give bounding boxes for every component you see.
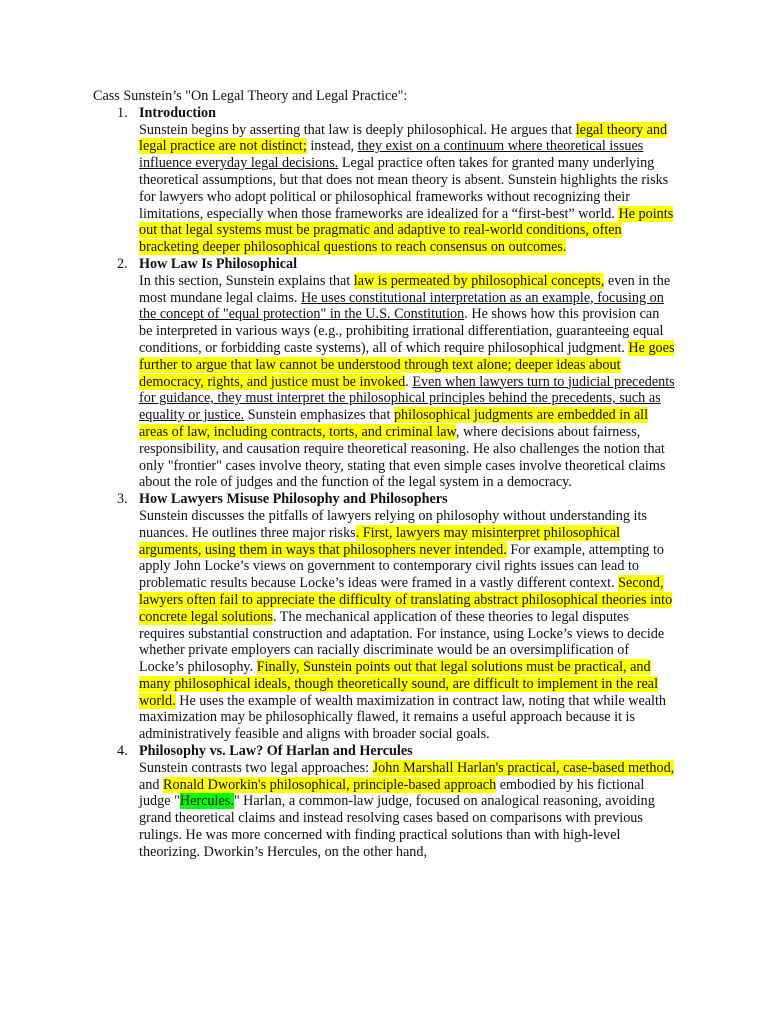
document-page [93, 88, 675, 861]
section-number: 1. [117, 104, 128, 121]
section-body [139, 508, 675, 743]
body-text: , where decisions about fairness, responsibility, and causation require theoretical reasoning. He also challenges the notion that only "frontier" cases involve theory, stating that even simple cases involve theoretical claims about the role of judges and the function of the legal system in a democracy. [139, 423, 666, 491]
section-heading: How Lawyers Misuse Philosophy and Philosophers [139, 491, 448, 508]
highlighted-text: He points out that legal systems must be pragmatic and adaptive to real-world conditions, often bracketing deeper philosophical questions to reach consensus on outcomes. [139, 205, 674, 256]
highlighted-text: He goes further to argue that law cannot be understood through text alone; deeper ideas about democracy, rights, and justice must be invoked [139, 339, 675, 390]
body-text: even in the most mundane legal claims. [139, 272, 671, 306]
highlighted-text: Finally, Sunstein points out that legal solutions must be practical, and many philosophical ideals, though theoretically sound, are difficult to implement in the real world. [139, 659, 659, 709]
section-item [93, 105, 675, 256]
section-list [93, 105, 675, 861]
highlighted-text: John Marshall Harlan's practical, case-based method, [372, 759, 675, 776]
highlighted-text: Second, lawyers often fail to appreciate the difficulty of translating abstract philosophical theories into concrete legal solutions [139, 575, 673, 625]
body-text: Sunstein discusses the pitfalls of lawyers relying on philosophy without understanding its nuances. He outlines three major risks [139, 507, 647, 541]
body-text: Sunstein begins by asserting that law is deeply philosophical. He argues that [139, 121, 576, 138]
body-text: He uses the example of wealth maximization in contract law, noting that while wealth maximization may be philosophically flawed, it remains a useful approach because it is administratively feasible and aligns with broader social goals. [139, 692, 667, 743]
underlined-text: Even when lawyers turn to judicial precedents for guidance, they must interpret the philosophical principles behind the precedents, such as equality or justice. [139, 373, 675, 424]
body-text: For example, attempting to apply John Locke’s views on government to contemporary civil rights issues can lead to problematic results because Locke’s ideas were framed in a vastly different context. [139, 541, 664, 592]
body-text: . The mechanical application of these theories to legal disputes requires substantial construction and adaptation. For instance, using Locke’s views to decide whether private employers can racially discriminate would be an oversimplification of Locke’s philosophy. [139, 608, 665, 676]
section-item [93, 256, 675, 491]
section-item [93, 491, 675, 743]
highlighted-text: philosophical judgments are embedded in all areas of law, including contracts, torts, and criminal law [139, 407, 649, 440]
section-number: 3. [117, 491, 128, 508]
body-text: In this section, Sunstein explains that [139, 272, 354, 289]
body-text: " Harlan, a common-law judge, focused on analogical reasoning, avoiding grand theoretical claims and instead resolving cases based on comparisons with previous rulings. He was more concerned with finding practical solutions than with high-level theorizing. Dworkin’s Hercules, on the other hand, [139, 793, 655, 860]
body-text: Legal practice often takes for granted many underlying theoretical assumptions, but that does not mean theory is absent. Sunstein highlights the risks for lawyers who adopt political or philosophical frameworks without recognizing their limitations, especially when those frameworks are idealized for a “first-best” world. [139, 155, 669, 222]
highlighted-text: legal theory and legal practice are not distinct; [139, 121, 668, 155]
underlined-text: He uses constitutional interpretation as an example, focusing on the concept of "equal protection" in the U.S. Constitution [139, 289, 664, 323]
section-number: 4. [117, 743, 128, 760]
section-body [139, 122, 675, 256]
highlighted-text: Ronald Dworkin's philosophical, principle-based approach [163, 776, 497, 793]
body-text: Sunstein emphasizes that [244, 407, 394, 424]
body-text: Sunstein contrasts two legal approaches: [139, 759, 373, 776]
section-body [139, 273, 675, 491]
section-body [139, 760, 675, 861]
section-heading: How Law Is Philosophical [139, 255, 298, 272]
body-text: . He shows how this provision can be interpreted in various ways (e.g., prohibiting irrational differentiation, guaranteeing equal conditions, or forbidding caste systems), all of which require philosophical judgment. [139, 306, 664, 356]
body-text: and [139, 776, 164, 793]
document-title: Cass Sunstein’s "On Legal Theory and Legal Practice": [93, 88, 408, 104]
section-number: 2. [117, 255, 128, 272]
highlighted-text-green: Hercules. [179, 793, 234, 810]
section-heading: Philosophy vs. Law? Of Harlan and Hercules [139, 743, 413, 760]
underlined-text: they exist on a continuum where theoretical issues influence everyday legal decisions. [139, 138, 644, 172]
body-text: . [405, 373, 413, 390]
highlighted-text: . First, lawyers may misinterpret philosophical arguments, using them in ways that philosophers never intended. [139, 524, 621, 558]
section-heading: Introduction [139, 104, 216, 121]
highlighted-text: law is permeated by philosophical concepts, [353, 272, 605, 289]
body-text: embodied by his fictional judge " [139, 776, 645, 810]
body-text: instead, [306, 138, 358, 155]
section-item [93, 743, 675, 861]
